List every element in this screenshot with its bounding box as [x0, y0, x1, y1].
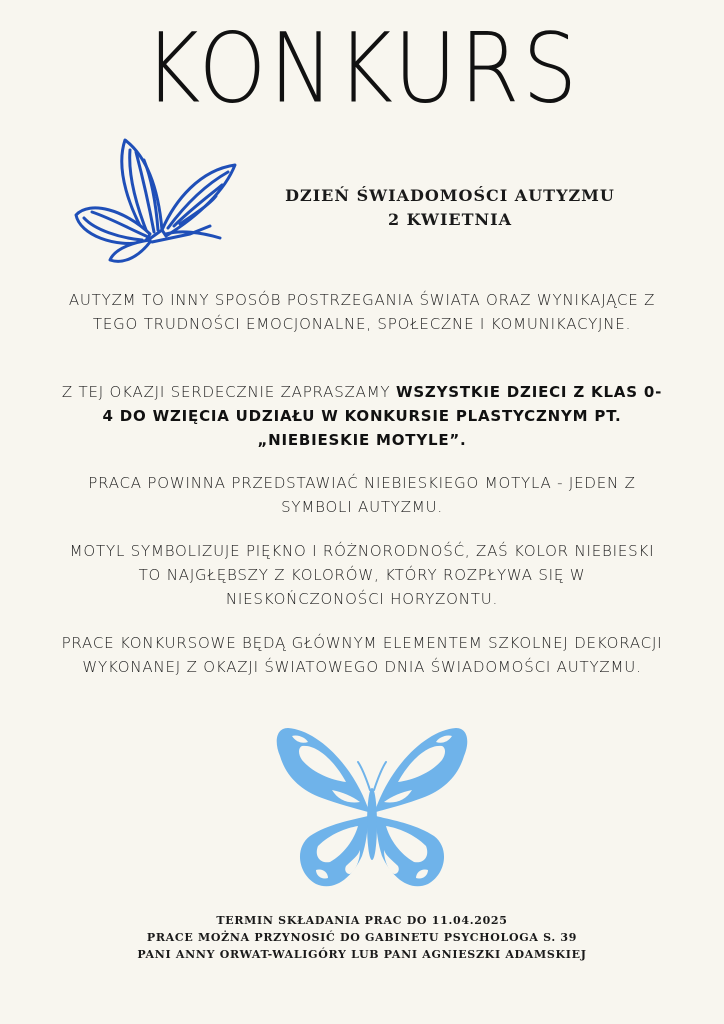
butterfly-icon	[272, 724, 472, 896]
butterfly-side-icon	[70, 130, 240, 270]
paragraph-invitation	[60, 380, 664, 452]
heading-line-1: DZIEŃ ŚWIADOMOŚCI AUTYZMU	[285, 186, 615, 205]
footer-contacts: PANI ANNY ORWAT-WALIGÓRY LUB PANI AGNIESZKI ADAMSKIEJ	[137, 948, 587, 961]
paragraph-autism-definition: AUTYZM TO INNY SPOSÓB POSTRZEGANIA ŚWIATA ORAZ WYNIKAJĄCE Z TEGO TRUDNOŚCI EMOCJONALNE, SPOŁECZNE I KOMUNIKACYJNE.	[68, 291, 656, 333]
paragraph-task: PRACA POWINNA PRZEDSTAWIAĆ NIEBIESKIEGO MOTYLA - JEDEN Z SYMBOLI AUTYZMU.	[88, 474, 636, 516]
paragraph-symbolism: MOTYL SYMBOLIZUJE PIĘKNO I RÓŻNORODNOŚĆ, ZAŚ KOLOR NIEBIESKI TO NAJGŁĘBSZY Z KOLORÓW, KTÓRY ROZPŁYWA SIĘ W NIESKOŃCZONOŚCI HORYZONTU.	[69, 542, 655, 608]
heading-line-2: 2 KWIETNIA	[387, 210, 513, 229]
invitation-intro: Z TEJ OKAZJI SERDECZNIE ZAPRASZAMY	[61, 383, 396, 401]
invitation-highlight: WSZYSTKIE DZIECI Z KLAS 0-4 DO WZIĘCIA UDZIAŁU W KONKURSIE PLASTYCZNYM PT. „NIEBIESKIE MOTYLE”.	[102, 383, 663, 449]
event-heading	[255, 184, 645, 232]
footer-location: PRACE MOŻNA PRZYNOSIĆ DO GABINETU PSYCHOLOGA S. 39	[146, 931, 578, 944]
page-title: KONKURS	[143, 13, 581, 125]
paragraph-decoration: PRACE KONKURSOWE BĘDĄ GŁÓWNYM ELEMENTEM SZKOLNEJ DEKORACJI WYKONANEJ Z OKAZJI ŚWIATOWEGO DNIA ŚWIADOMOŚCI AUTYZMU.	[61, 634, 663, 676]
footer-deadline: TERMIN SKŁADANIA PRAC DO 11.04.2025	[216, 914, 508, 927]
footer-info	[60, 912, 664, 963]
